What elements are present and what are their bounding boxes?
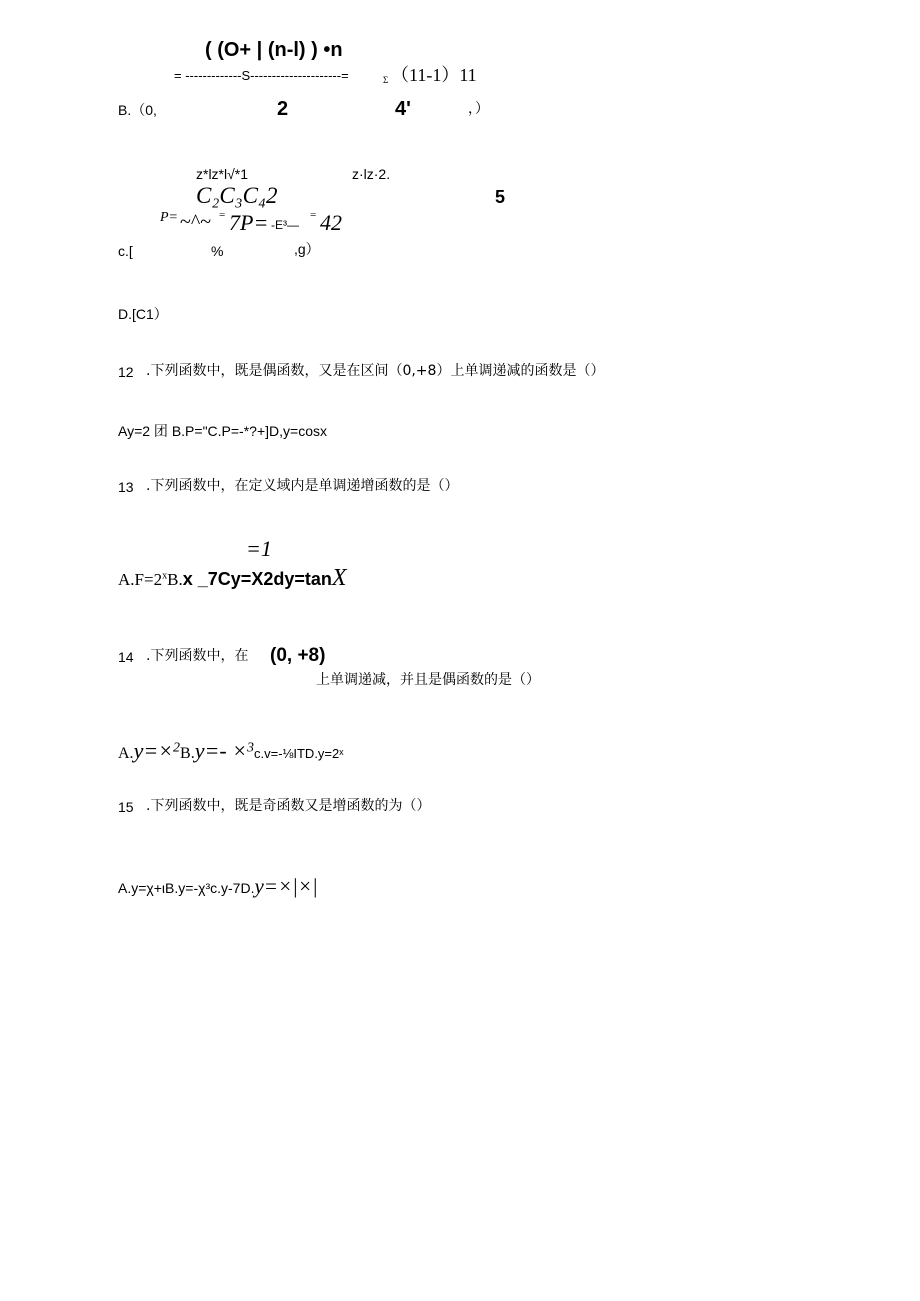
q14-options	[118, 740, 344, 762]
option-c-percent: %	[211, 243, 224, 259]
q13-option-b-label: B.	[167, 570, 183, 589]
q14-option-b-expr: y=- ×	[194, 738, 247, 763]
sigma-symbol: Σ	[383, 75, 389, 85]
q14-option-a-exponent: 2	[173, 740, 181, 756]
q14-option-b-label: B.	[180, 745, 195, 762]
q13-option-a-exponent: x	[162, 570, 168, 582]
p-equals-1: =	[219, 209, 226, 221]
formula-fragment-1: ( (O+ | (n-l) ) •n	[205, 39, 343, 61]
option-d: D.[C1）	[118, 306, 168, 322]
q14-number: 14	[118, 649, 134, 665]
q14-option-a-label: A.	[118, 745, 134, 762]
q13-text: .下列函数中，在定义域内是单调递增函数的是（）	[146, 478, 459, 494]
number-five: 5	[495, 187, 506, 207]
q15-option-d-expr: y=×|×|	[254, 874, 318, 898]
z-expression-2: z·lz·2.	[352, 166, 391, 182]
option-c-label: c.[	[118, 243, 133, 259]
formula-dashes: = -------------S---------------------=	[174, 68, 349, 83]
q13-number: 13	[118, 479, 134, 495]
option-b-value-2: 2	[277, 98, 289, 120]
option-c-end: ,g）	[294, 241, 320, 257]
q13-option-a: A.F=2	[118, 570, 163, 589]
p-tilde: ~^~	[180, 211, 212, 233]
p-expression: 7P=	[229, 210, 269, 235]
e-cubed: -E³—	[271, 218, 299, 232]
q14-text: .下列函数中，在	[146, 648, 249, 664]
p-label: P=	[160, 210, 178, 225]
q13-variable-x: X	[331, 565, 347, 591]
q12-text: .下列函数中，既是偶函数，又是在区间（0,+8）上单调递减的函数是（）	[146, 363, 605, 379]
q14-text-continued: 上单调递减，并且是偶函数的是（）	[316, 672, 540, 688]
q13-fragment-above: =1	[246, 536, 272, 561]
q12-options: Ay=2 团 B.P="C.P=-*?+]D,y=cosx	[118, 423, 327, 439]
q14-option-a-expr: y=×	[133, 738, 174, 763]
option-b-value-4: 4'	[395, 98, 411, 120]
combination-expression: C₂C₃C₄2	[196, 183, 278, 208]
p-equals-2: =	[310, 209, 317, 221]
q15-options	[118, 876, 318, 897]
q14-option-b-exponent: 3	[247, 740, 254, 756]
q15-options-start: A.y=χ+ιB.y=-χ³c.y-7D.	[118, 880, 255, 896]
q15-text: .下列函数中，既是奇函数又是增函数的为（）	[146, 798, 431, 814]
q14-options-rest: c.v=-⅛ITD.y=2ˣ	[254, 746, 344, 761]
q15-number: 15	[118, 799, 134, 815]
q12-number: 12	[118, 364, 134, 380]
p-value-42: 42	[320, 210, 342, 235]
q13-options	[118, 566, 347, 590]
z-expression-1: z*lz*l√*1	[196, 166, 249, 182]
option-b-end: ，）	[468, 100, 489, 116]
q13-options-rest: x _7Cy=X2dy=tan	[182, 569, 332, 589]
q14-interval: (0, +8)	[270, 645, 326, 666]
option-b-label: B.（0,	[118, 102, 157, 118]
formula-fragment-2: （11-1）11	[391, 65, 477, 85]
